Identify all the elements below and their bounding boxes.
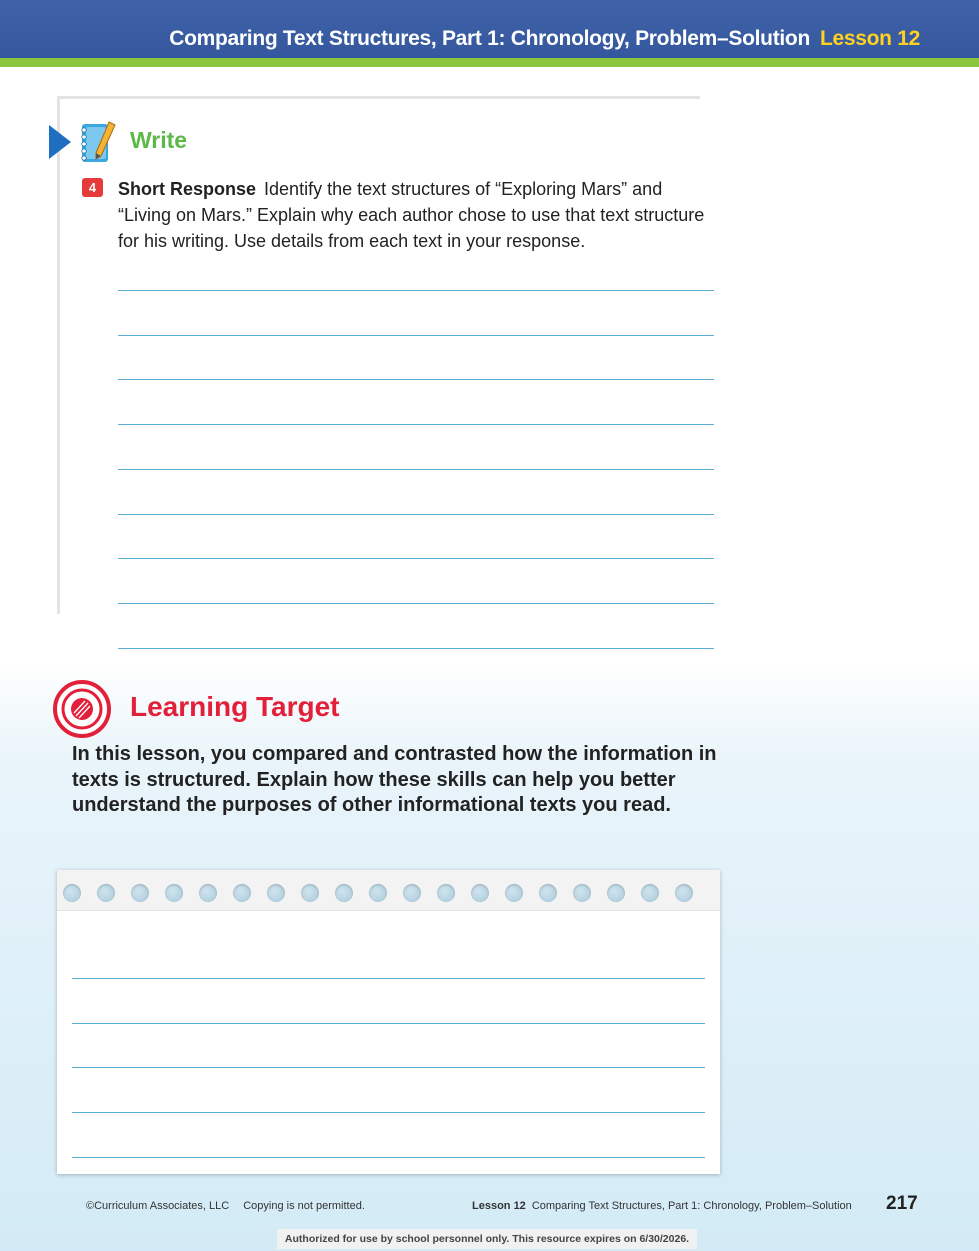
answer-line[interactable] [118,514,714,515]
answer-line[interactable] [118,424,714,425]
footer-lesson-number: Lesson 12 [472,1200,526,1212]
lesson-title [169,27,920,51]
binding-hole [301,884,319,902]
binding-hole [437,884,455,902]
binding-hole [233,884,251,902]
learning-target-prompt: In this lesson, you compared and contrasted how the information in texts is structured. Explain how these skills can help you better understand the purposes of other informational texts you read. [72,743,717,816]
answer-line[interactable] [118,603,714,604]
answer-line[interactable] [72,1112,705,1113]
binding-hole [403,884,421,902]
binding-hole [131,884,149,902]
write-heading: Write [130,127,188,153]
question-number-badge: 4 [82,178,103,197]
answer-line[interactable] [72,1157,705,1158]
binding-hole [573,884,591,902]
copy-notice-text: Copying is not permitted. [243,1200,365,1212]
page-number: 217 [886,1193,918,1214]
learning-target-heading: Learning Target [130,691,340,722]
question-prompt [118,176,718,254]
binding-hole [63,884,81,902]
header-accent-stripe [0,58,979,67]
header-bar [0,0,979,58]
binding-hole [641,884,659,902]
notebook-pencil-icon [79,118,119,166]
copyright-text: ©Curriculum Associates, LLC [86,1200,230,1212]
binding-hole [471,884,489,902]
binding-hole [267,884,285,902]
binding-hole [607,884,625,902]
footer-copyright [86,1200,379,1212]
binding-hole [675,884,693,902]
footer-lesson [472,1200,852,1212]
write-panel [57,96,700,614]
binding-hole [539,884,557,902]
answer-line[interactable] [118,290,714,291]
question-text: Identify the text structures of “Exploring Mars” and “Living on Mars.” Explain why each author chose to use that text structure for his writing. Use details from each text in your response. [118,179,705,251]
answer-line[interactable] [72,978,705,979]
lesson-number: Lesson 12 [819,27,920,50]
authorization-banner: Authorized for use by school personnel only. This resource expires on 6/30/2026. [277,1229,697,1249]
binding-hole [369,884,387,902]
answer-line[interactable] [118,379,714,380]
binding-hole [505,884,523,902]
notebook-answer-card [57,870,720,1174]
footer-lesson-title: Comparing Text Structures, Part 1: Chronology, Problem–Solution [531,1200,852,1212]
question-type-label: Short Response [118,179,257,199]
target-icon [52,680,112,738]
binding-hole [335,884,353,902]
answer-line[interactable] [118,335,714,336]
binding-hole [165,884,183,902]
answer-line[interactable] [118,558,714,559]
answer-line[interactable] [118,648,714,649]
notebook-binding-strip [57,870,720,911]
answer-line[interactable] [72,1023,705,1024]
header-title-text: Comparing Text Structures, Part 1: Chronology, Problem–Solution [169,27,810,50]
answer-line[interactable] [118,469,714,470]
binding-hole [199,884,217,902]
answer-line[interactable] [72,1067,705,1068]
binding-hole [97,884,115,902]
section-arrow-icon [49,125,71,159]
